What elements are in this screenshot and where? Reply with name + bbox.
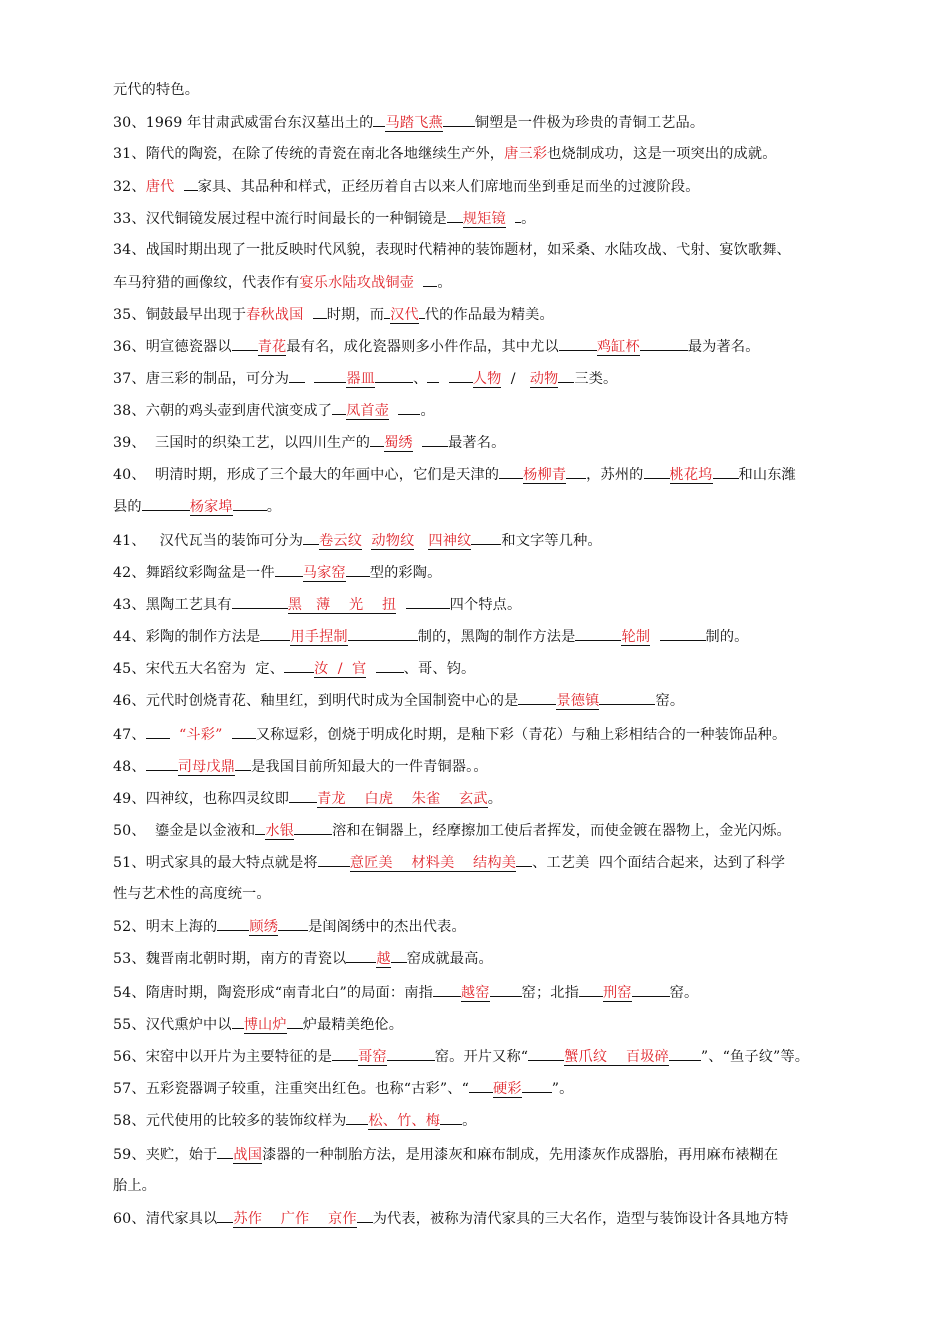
line-text — [174, 179, 183, 195]
line-text: 窑。开片又称“ — [434, 1049, 529, 1065]
line-text: 。 — [420, 403, 435, 419]
answer-text: 蜀绣 — [384, 435, 413, 451]
answer-text: 动物 — [529, 371, 559, 387]
line-text: 窑。 — [669, 985, 699, 1001]
blank-underline — [433, 982, 461, 997]
line-text: 。 — [487, 791, 503, 807]
blank-underline — [406, 594, 450, 609]
answer-text: 鸡缸杯 — [596, 339, 640, 355]
blank-underline — [387, 1046, 435, 1061]
line-text: 、工艺美 四个面结合起来，达到了科学 — [532, 855, 786, 871]
line-text: 车马狩猎的画像纹，代表作有 — [113, 275, 300, 291]
line-text: 。 — [437, 275, 452, 291]
text-line — [113, 144, 893, 164]
text-line — [113, 530, 893, 551]
text-line — [113, 756, 893, 777]
line-text: 和文字等几种。 — [501, 533, 602, 549]
line-text: 县的 — [113, 499, 142, 515]
answer-text: 意匠美 材料美 结构美 — [349, 855, 517, 871]
blank-underline — [232, 724, 256, 739]
line-text: 溶和在铜器上，经摩擦加工使后者挥发，而使金镀在器物上，金光闪烁。 — [332, 823, 791, 839]
blank-underline — [469, 1078, 493, 1093]
blank-underline — [346, 1110, 368, 1125]
blank-underline — [275, 562, 303, 577]
line-text: ，苏州的 — [586, 467, 644, 483]
answer-text: 战国 — [233, 1147, 263, 1163]
text-line — [113, 1110, 893, 1131]
line-text: 制的，黑陶的制作方法是 — [417, 629, 576, 645]
blank-underline — [644, 464, 670, 479]
blank-underline — [278, 916, 308, 931]
blank-underline — [518, 690, 556, 705]
blank-underline — [375, 368, 413, 383]
answer-text: 水银 — [265, 823, 295, 839]
line-text: 。 — [462, 1113, 477, 1129]
blank-underline — [599, 690, 655, 705]
line-text: 37、唐三彩的制品，可分为 — [113, 371, 290, 387]
line-text: 55、汉代熏炉中以 — [113, 1017, 232, 1033]
line-text: 为代表，被称为清代家具的三大名作，造型与装饰设计各具地方特 — [372, 1211, 789, 1227]
line-text: 最有名，成化瓷器则多小件作品，其中尤以 — [286, 339, 559, 355]
line-text: 42、舞蹈纹彩陶盆是一件 — [113, 565, 275, 581]
line-text: 又称逗彩，创烧于明成化时期，是釉下彩（青花）与釉上彩相结合的一种装饰品种。 — [255, 727, 787, 743]
text-line — [113, 432, 893, 453]
line-text: 47、 — [113, 727, 146, 743]
blank-underline — [669, 1046, 701, 1061]
blank-underline — [142, 496, 190, 511]
line-text — [414, 275, 423, 291]
line-text: 炉最精美绝伦。 — [302, 1017, 404, 1033]
blank-underline — [566, 464, 586, 479]
line-text: 46、元代时创烧青花、釉里红，到明代时成为全国制瓷中心的是 — [113, 693, 519, 709]
line-text: 32、 — [113, 179, 146, 195]
line-text: 38、六朝的鸡头壶到唐代演变成了 — [113, 403, 333, 419]
blank-underline — [440, 1110, 462, 1125]
answer-text: 杨柳青 — [523, 467, 567, 483]
line-text: 是闺阁绣中的杰出代表。 — [308, 919, 466, 935]
blank-underline — [233, 496, 267, 511]
blank-underline — [217, 1208, 233, 1223]
line-text: 57、五彩瓷器调子较重，注重突出红色。也称“古彩”、“ — [113, 1081, 469, 1097]
answer-text: 人物 — [472, 371, 502, 387]
line-text: 漆器的一种制胎方法，是用漆灰和麻布制成，先用漆灰作成器胎，再用麻布裱糊在 — [262, 1147, 779, 1163]
line-text: 40、 明清时期，形成了三个最大的年画中心，它们是天津的 — [113, 467, 500, 483]
text-line — [113, 112, 893, 133]
answer-text: 博山炉 — [243, 1017, 287, 1033]
blank-underline — [232, 594, 288, 609]
answer-text: 苏作 广作 京作 — [233, 1211, 357, 1227]
answer-text: 轮制 — [621, 629, 651, 645]
blank-underline — [146, 724, 170, 739]
blank-underline — [447, 208, 463, 223]
line-text — [223, 727, 232, 743]
blank-underline — [332, 400, 346, 415]
text-line — [113, 884, 893, 904]
blank-underline — [287, 1014, 303, 1029]
line-text: 。 — [521, 211, 536, 227]
text-line — [113, 304, 893, 325]
text-line — [113, 496, 893, 517]
text-line — [113, 724, 893, 745]
blank-underline — [391, 948, 407, 963]
answer-text: 宴乐水陆攻战铜壶 — [299, 275, 415, 291]
blank-underline — [146, 756, 178, 771]
line-text: 33、汉代铜镜发展过程中流行时间最长的一种铜镜是 — [113, 211, 447, 227]
answer-text: 松、竹、梅 — [368, 1113, 441, 1129]
text-line — [113, 1014, 893, 1035]
line-text — [396, 597, 405, 613]
blank-underline — [660, 626, 706, 641]
blank-underline — [471, 530, 501, 545]
blank-underline — [427, 368, 439, 383]
line-text: 39、 三国时的织染工艺，以四川生产的 — [113, 435, 371, 451]
line-text: 制的。 — [705, 629, 749, 645]
blank-underline — [632, 982, 670, 997]
line-text — [650, 629, 659, 645]
line-text: 胎上。 — [113, 1178, 157, 1194]
text-line — [113, 1078, 893, 1099]
line-text: 也烧制成功，这是一项突出的成就。 — [547, 146, 777, 162]
blank-underline — [260, 626, 290, 641]
line-text: 时期，而 — [326, 307, 385, 323]
text-line — [113, 400, 893, 421]
answer-text: 用手捏制 — [290, 629, 348, 645]
line-text — [366, 661, 375, 677]
blank-underline — [346, 948, 376, 963]
line-text — [414, 533, 428, 549]
line-text: 窑成就最高。 — [406, 951, 493, 967]
line-text: 45、宋代五大名窑为 定、 — [113, 661, 285, 677]
blank-underline — [443, 112, 475, 127]
answer-text: 唐代 — [145, 179, 175, 195]
answer-text: 青花 — [257, 339, 287, 355]
line-text: ”。 — [551, 1081, 574, 1097]
blank-underline — [255, 820, 265, 835]
blank-underline — [558, 368, 574, 383]
answer-text: 动物纹 — [371, 533, 415, 549]
blank-underline — [640, 336, 688, 351]
answer-text: 刑窑 — [602, 985, 632, 1001]
line-text: 、 — [413, 371, 428, 387]
blank-underline — [346, 562, 370, 577]
line-text — [303, 307, 312, 323]
blank-underline — [528, 1046, 564, 1061]
blank-underline — [284, 658, 314, 673]
text-line — [113, 240, 893, 260]
text-line — [113, 594, 893, 615]
line-text: 、哥、钧。 — [403, 661, 476, 677]
line-text: 52、明末上海的 — [113, 919, 218, 935]
line-text: 是我国目前所知最大的一件青铜器。。 — [251, 759, 488, 775]
line-text — [305, 371, 314, 387]
line-text — [389, 403, 398, 419]
answer-text: 四神纹 — [428, 533, 472, 549]
line-text: / — [501, 371, 530, 387]
line-text: 58、元代使用的比较多的装饰纹样为 — [113, 1113, 347, 1129]
line-text: 代的作品最为精美。 — [424, 307, 554, 323]
blank-underline — [423, 272, 437, 287]
line-text: 30、1969 年甘肃武威雷台东汉墓出土的 — [113, 115, 374, 131]
blank-underline — [289, 788, 317, 803]
answer-text: 规矩镜 — [462, 211, 506, 227]
line-text: 窑。 — [655, 693, 685, 709]
text-line — [113, 820, 893, 841]
line-text — [362, 533, 371, 549]
answer-text: 汝 / 官 — [314, 661, 367, 677]
text-line — [113, 562, 893, 583]
line-text: 59、夹贮，始于 — [113, 1147, 218, 1163]
blank-underline — [184, 176, 198, 191]
line-text: 窑；北指 — [521, 985, 579, 1001]
blank-underline — [217, 1144, 233, 1159]
blank-underline — [575, 626, 621, 641]
text-line — [113, 690, 893, 711]
blank-underline — [422, 432, 448, 447]
line-text: 36、明宣德瓷器以 — [113, 339, 232, 355]
text-line — [113, 368, 893, 389]
line-text: 53、魏晋南北朝时期，南方的青瓷以 — [113, 951, 347, 967]
line-text: 56、宋窑中以开片为主要特征的是 — [113, 1049, 333, 1065]
answer-text: 越 — [376, 951, 391, 967]
line-text: 。 — [266, 499, 282, 515]
blank-underline — [357, 1208, 373, 1223]
answer-text: 器皿 — [346, 371, 376, 387]
text-line — [113, 1046, 893, 1067]
line-text: 铜塑是一件极为珍贵的青铜工艺品。 — [474, 115, 705, 131]
text-line — [113, 336, 893, 357]
line-text: 54、隋唐时期，陶瓷形成“南青北白”的局面：南指 — [113, 985, 433, 1001]
text-line — [113, 464, 893, 485]
text-line — [113, 626, 893, 647]
text-line — [113, 1144, 893, 1165]
blank-underline — [516, 852, 532, 867]
answer-text: 卷云纹 — [319, 533, 363, 549]
blank-underline — [235, 756, 251, 771]
answer-text: 青龙 白虎 朱雀 玄武 — [317, 791, 488, 807]
text-line — [113, 948, 893, 969]
blank-underline — [449, 368, 473, 383]
line-text: 43、黑陶工艺具有 — [113, 597, 232, 613]
line-text: 和山东潍 — [738, 467, 796, 483]
blank-underline — [232, 336, 258, 351]
text-line — [113, 272, 893, 293]
text-line — [113, 80, 893, 100]
line-text: 三类。 — [574, 371, 618, 387]
answer-text: 蟹爪纹 百圾碎 — [564, 1049, 669, 1065]
blank-underline — [289, 368, 305, 383]
answer-text: 凤首壶 — [346, 403, 390, 419]
answer-text: 马踏飞燕 — [385, 115, 443, 131]
answer-text: 景德镇 — [556, 693, 600, 709]
line-text — [170, 727, 179, 743]
text-line — [113, 208, 893, 229]
line-text: 49、四神纹，也称四灵纹即 — [113, 791, 290, 807]
blank-underline — [559, 336, 597, 351]
blank-underline — [713, 464, 739, 479]
blank-underline — [348, 626, 418, 641]
answer-text: 司母戊鼎 — [177, 759, 236, 775]
blank-underline — [294, 820, 332, 835]
line-text — [413, 435, 422, 451]
line-text — [439, 371, 448, 387]
answer-text: 硬彩 — [493, 1081, 522, 1097]
answer-text: 桃花坞 — [669, 467, 713, 483]
blank-underline — [303, 530, 319, 545]
line-text: 四个特点。 — [449, 597, 522, 613]
text-line — [113, 1208, 893, 1229]
line-text: 型的彩陶。 — [369, 565, 442, 581]
answer-text: 越窑 — [460, 985, 490, 1001]
answer-text: 马家窑 — [302, 565, 346, 581]
blank-underline — [579, 982, 603, 997]
text-line — [113, 1176, 893, 1196]
text-line — [113, 916, 893, 937]
line-text: 35、铜鼓最早出现于 — [113, 307, 247, 323]
line-text — [506, 211, 515, 227]
blank-underline — [376, 658, 404, 673]
blank-underline — [499, 464, 523, 479]
blank-underline — [522, 1078, 552, 1093]
answer-text: 春秋战国 — [246, 307, 304, 323]
line-text: 48、 — [113, 759, 146, 775]
line-text: 家具、其品种和样式，正经历着自古以来人们席地而坐到垂足而坐的过渡阶段。 — [197, 179, 700, 195]
line-text: 60、清代家具以 — [113, 1211, 218, 1227]
line-text: 最为著名。 — [687, 339, 760, 355]
line-text: 44、彩陶的制作方法是 — [113, 629, 261, 645]
blank-underline — [313, 304, 327, 319]
blank-underline — [373, 112, 385, 127]
blank-underline — [217, 916, 249, 931]
line-text: 性与艺术性的高度统一。 — [113, 886, 271, 902]
blank-underline — [314, 368, 346, 383]
text-line — [113, 658, 893, 679]
line-text: 元代的特色。 — [113, 82, 200, 98]
line-text: ”、“鱼子纹”等。 — [700, 1049, 810, 1065]
answer-text: 顾绣 — [249, 919, 279, 935]
answer-text: 汉代 — [390, 307, 419, 323]
blank-underline — [232, 1014, 244, 1029]
answer-text: 黑 薄 光 扭 — [287, 597, 397, 613]
text-line — [113, 176, 893, 197]
answer-text: 哥窑 — [358, 1049, 387, 1065]
answer-text: 杨家埠 — [189, 499, 233, 515]
text-line — [113, 852, 893, 873]
line-text: 31、隋代的陶瓷，在除了传统的青瓷在南北各地继续生产外， — [113, 146, 505, 162]
line-text: 41、 汉代瓦当的装饰可分为 — [113, 533, 304, 549]
line-text: 34、战国时期出现了一批反映时代风貌，表现时代精神的装饰题材，如采桑、水陆攻战、弋射、宴饮歌舞、 — [113, 242, 791, 258]
blank-underline — [370, 432, 384, 447]
answer-text: 唐三彩 — [504, 146, 548, 162]
line-text: 最著名。 — [448, 435, 506, 451]
text-line — [113, 982, 893, 1003]
line-text: 51、明式家具的最大特点就是将 — [113, 855, 318, 871]
blank-underline — [398, 400, 420, 415]
blank-underline — [318, 852, 350, 867]
blank-underline — [332, 1046, 358, 1061]
answer-text: “斗彩” — [179, 727, 223, 743]
text-line — [113, 788, 893, 809]
blank-underline — [490, 982, 522, 997]
line-text: 50、 鎏金是以金液和 — [113, 823, 256, 839]
